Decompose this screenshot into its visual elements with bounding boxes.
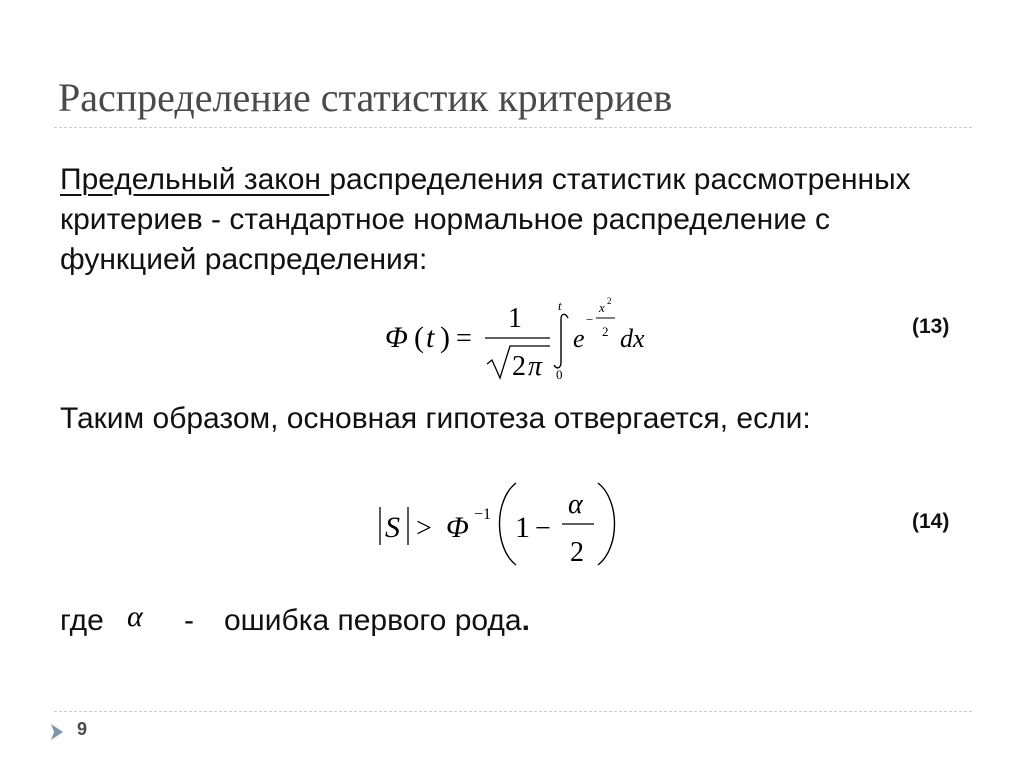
where-word: где: [60, 604, 104, 637]
inverse-exponent: −1: [474, 506, 492, 523]
big-paren-open: [500, 483, 517, 565]
formula-14: [372, 475, 632, 575]
slide-title: Распределение статистик критериев: [58, 75, 673, 120]
equation-number-14: (14): [912, 510, 950, 533]
sqrt-two: 2: [512, 351, 526, 382]
phi-symbol-14: Φ: [446, 511, 469, 544]
exp-minus: −: [586, 312, 594, 327]
var-s: S: [385, 511, 400, 544]
error-definition: [224, 604, 530, 638]
formula-13: [375, 292, 675, 392]
minus-sign: −: [535, 513, 551, 544]
dash: -: [184, 604, 194, 637]
two-denominator: 2: [570, 537, 584, 568]
equals-sign: =: [456, 323, 472, 354]
pi-symbol: π: [528, 351, 543, 382]
number-one: 1: [515, 511, 530, 544]
footer-arrow-icon: [48, 722, 66, 742]
exp-x: x: [599, 300, 605, 315]
page-number: 9: [77, 719, 88, 739]
integral-upper: t: [558, 298, 562, 313]
paren-close: ): [440, 321, 450, 354]
greater-than: >: [416, 513, 432, 544]
hypothesis-sentence: Таким образом, основная гипотеза отвергается, если:: [60, 402, 811, 435]
var-t: t: [426, 321, 435, 354]
integral-lower: 0: [556, 367, 563, 382]
title-divider: [54, 127, 972, 128]
big-paren-close: [598, 483, 615, 565]
intro-text: распределения статистик рассмотренных критериев - стандартное нормальное распределение с функцией распределения:: [60, 163, 911, 276]
intro-paragraph: [60, 160, 960, 280]
alpha-numerator: α: [568, 489, 583, 520]
paren-open: (: [414, 321, 424, 354]
phi-symbol: Φ: [385, 321, 408, 354]
alpha-symbol: α: [127, 600, 143, 633]
dx-label: dx: [620, 324, 645, 353]
fraction-numerator: 1: [508, 303, 522, 334]
exp-denominator: 2: [602, 324, 609, 339]
error-text: ошибка первого рода: [224, 604, 522, 637]
integral-sign: [554, 314, 568, 368]
period: .: [521, 604, 530, 637]
equation-number-13: (13): [912, 315, 950, 338]
exp-square: 2: [607, 296, 612, 306]
footer-divider: [54, 711, 972, 712]
underlined-term: Предельный закон: [60, 163, 330, 196]
exp-e: e: [573, 324, 585, 353]
